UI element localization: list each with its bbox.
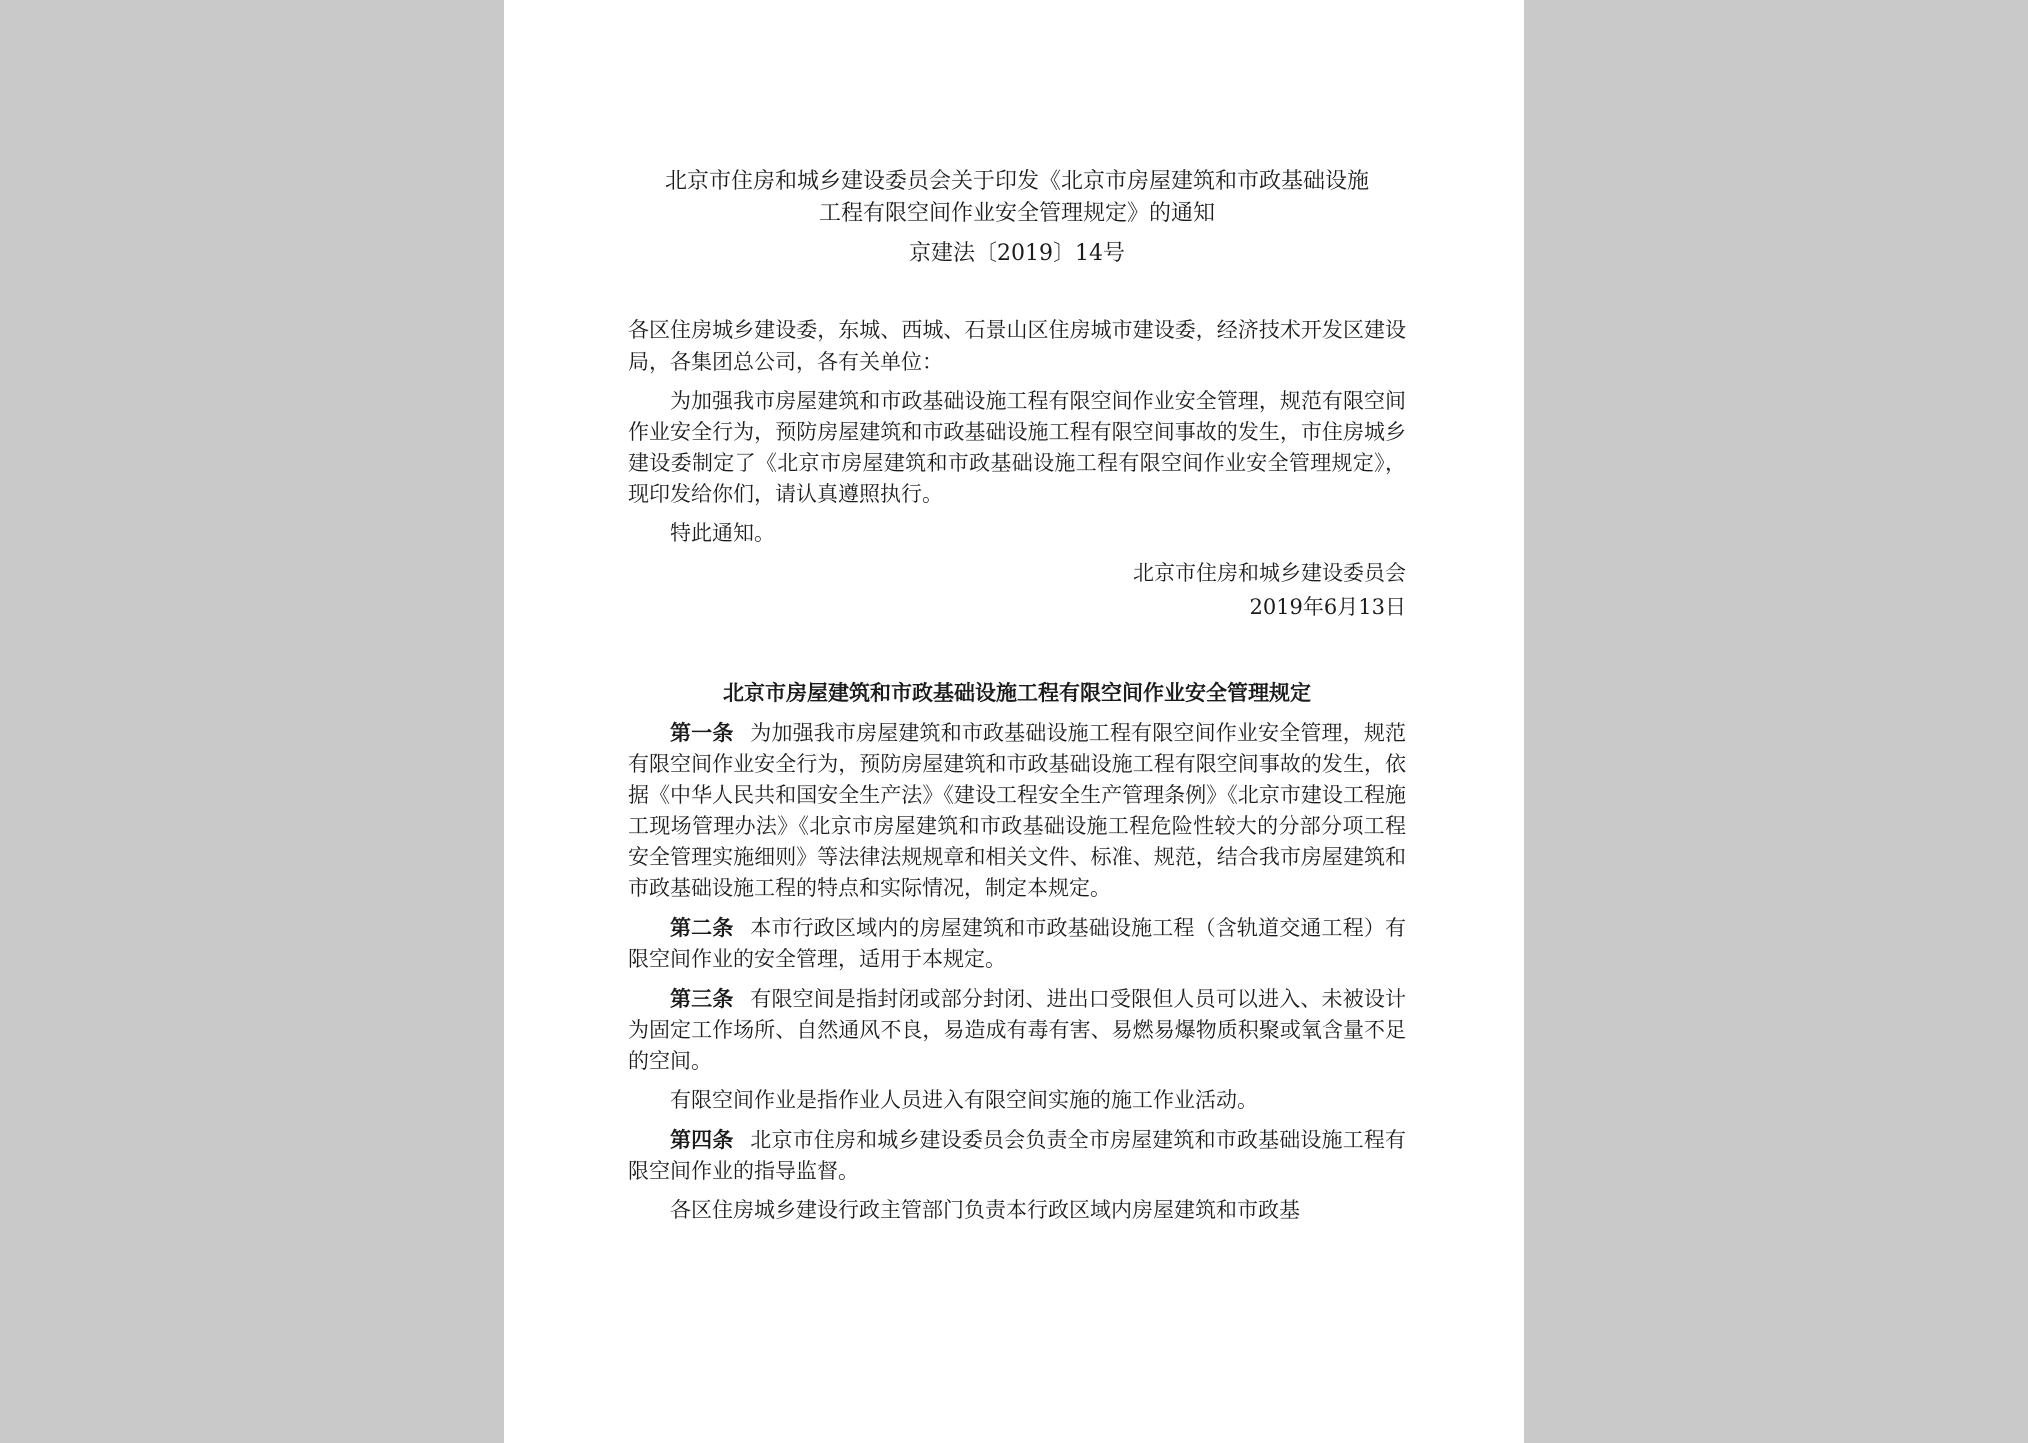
- notice-title-line2: 工程有限空间作业安全管理规定》的通知: [818, 201, 1215, 226]
- article-3-paragraph-2: [628, 1085, 1406, 1116]
- article-1: [628, 717, 1406, 904]
- article-3: [628, 983, 1406, 1077]
- article-text: 有限空间作业是指作业人员进入有限空间实施的施工作业活动。: [670, 1088, 1258, 1112]
- document-page: [504, 0, 1524, 1443]
- article-text: 本市行政区域内的房屋建筑和市政基础设施工程（含轨道交通工程）有限空间作业的安全管理，适用于本规定。: [628, 916, 1407, 971]
- addressee: 各区住房城乡建设委，东城、西城、石景山区住房城市建设委，经济技术开发区建设局，各集团总公司，各有关单位：: [628, 318, 1406, 374]
- article-text: 为加强我市房屋建筑和市政基础设施工程有限空间作业安全管理，规范有限空间作业安全行为，预防房屋建筑和市政基础设施工程有限空间事故的发生，依据《中华人民共和国安全生产法》《建设工程安全生产管理条例》《北京市建设工程施工现场管理办法》《北京市房屋建筑和市政基础设施工程危险性较大的分部分项工程安全管理实施细则》等法律法规规章和相关文件、标准、规范，结合我市房屋建筑和市政基础设施工程的特点和实际情况，制定本规定。: [628, 721, 1407, 900]
- issue-date: 2019年6月13日: [1249, 595, 1406, 619]
- notice-closing: 特此通知。: [670, 521, 775, 545]
- article-label: 第四条: [670, 1127, 734, 1152]
- notice-title-line1: 北京市住房和城乡建设委员会关于印发《北京市房屋建筑和市政基础设施: [664, 169, 1369, 194]
- article-text: 北京市住房和城乡建设委员会负责全市房屋建筑和市政基础设施工程有限空间作业的指导监督。: [628, 1128, 1407, 1183]
- notice-title: [628, 166, 1406, 230]
- article-label: 第二条: [670, 915, 734, 940]
- regulation-title: 北京市房屋建筑和市政基础设施工程有限空间作业安全管理规定: [723, 680, 1311, 705]
- regulation-articles: [628, 717, 1406, 1226]
- article-2: [628, 912, 1406, 975]
- document-number: 京建法〔2019〕14号: [909, 241, 1125, 266]
- article-text: 各区住房城乡建设行政主管部门负责本行政区域内房屋建筑和市政基: [670, 1198, 1300, 1222]
- article-text: 有限空间是指封闭或部分封闭、进出口受限但人员可以进入、未被设计为固定工作场所、自然通风不良，易造成有毒有害、易燃易爆物质积聚或氧含量不足的空间。: [628, 987, 1407, 1073]
- article-4-paragraph-2: [628, 1195, 1406, 1226]
- article-4: [628, 1124, 1406, 1187]
- article-label: 第三条: [670, 986, 734, 1011]
- issuer: 北京市住房和城乡建设委员会: [1133, 561, 1406, 585]
- notice-body: 为加强我市房屋建筑和市政基础设施工程有限空间作业安全管理，规范有限空间作业安全行为，预防房屋建筑和市政基础设施工程有限空间事故的发生，市住房城乡建设委制定了《北京市房屋建筑和市政基础设施工程有限空间作业安全管理规定》，现印发给你们，请认真遵照执行。: [628, 389, 1406, 506]
- document-content: [628, 166, 1406, 1226]
- article-label: 第一条: [670, 720, 734, 745]
